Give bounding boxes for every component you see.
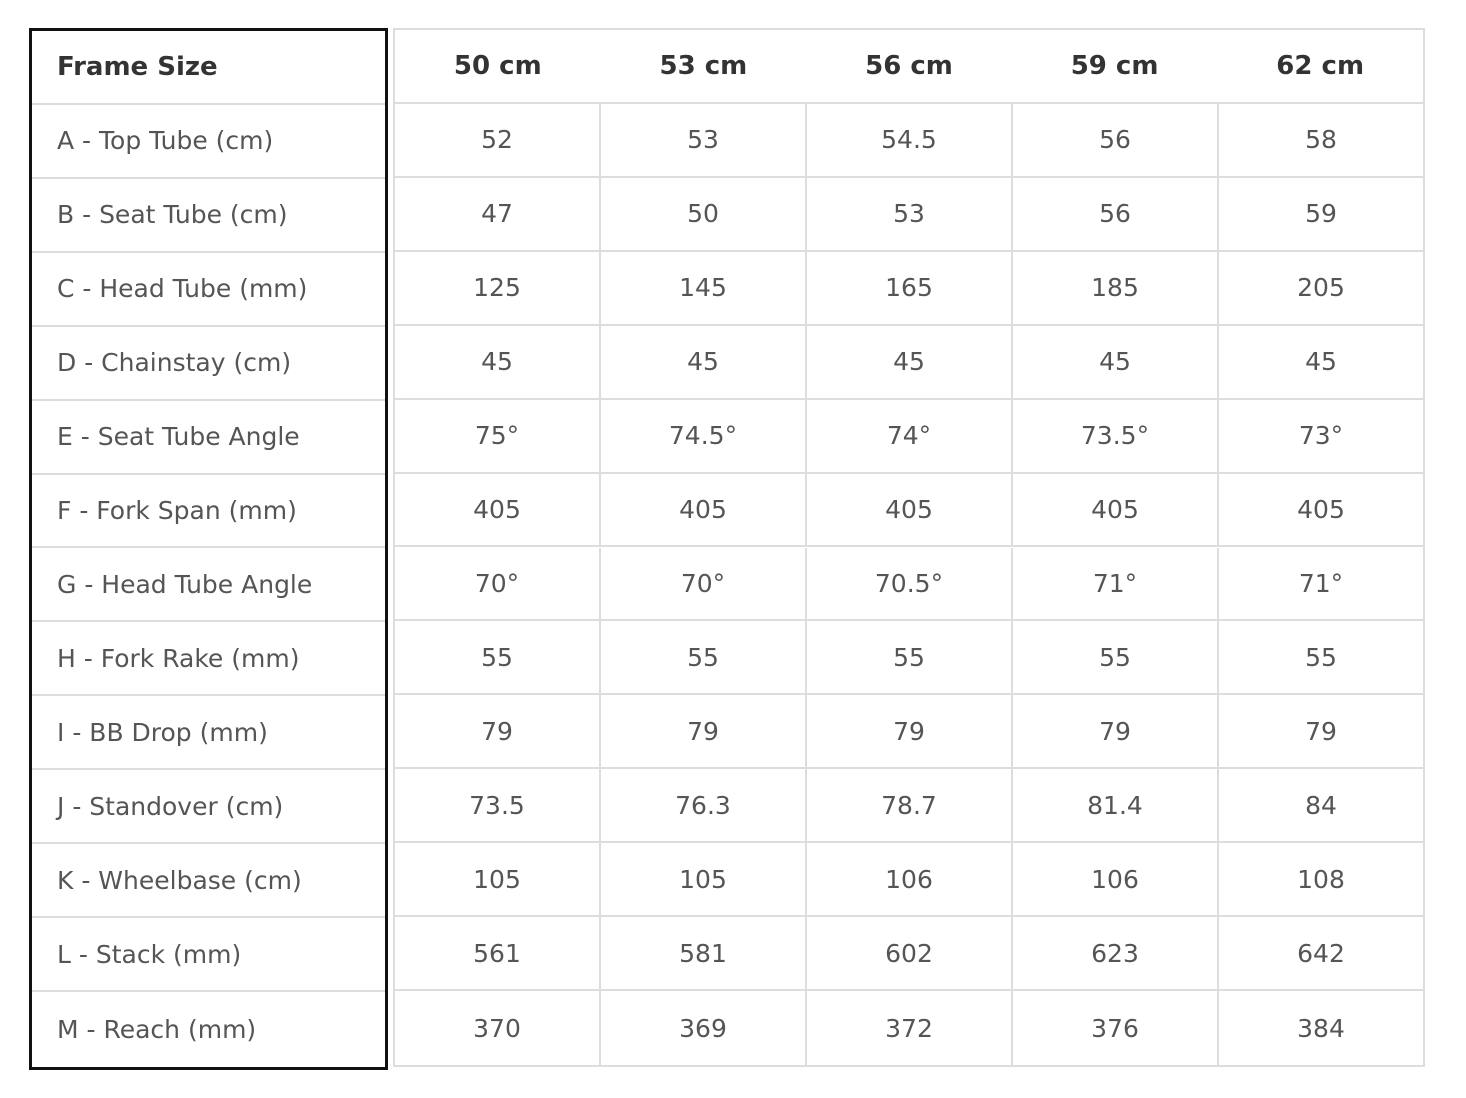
value-cell: 384: [1297, 1013, 1345, 1043]
value-cell: 79: [1013, 695, 1219, 767]
value-cell: 81.4: [1013, 769, 1219, 841]
value-cell: 370: [395, 991, 601, 1065]
value-cell: 78.7: [807, 769, 1013, 841]
frame-size-header: Frame Size: [32, 31, 385, 105]
value-cell: 73°: [1298, 421, 1344, 451]
value-cell: 581: [601, 917, 807, 989]
value-cell: 205: [1297, 273, 1345, 303]
row-label-fork-rake: H - Fork Rake (mm): [32, 622, 385, 696]
value-cell: 105: [601, 843, 807, 915]
table-row: [395, 548, 1423, 622]
value-cell: 105: [395, 843, 601, 915]
geometry-data-grid: [393, 28, 1425, 1067]
value-cell: 55: [1013, 621, 1219, 693]
value-cell: 79: [807, 695, 1013, 767]
value-cell: 45: [1013, 326, 1219, 398]
frame-size-label-column: [29, 28, 388, 1070]
value-cell: 71°: [1298, 568, 1344, 598]
value-cell: 376: [1013, 991, 1219, 1065]
value-cell: 58: [1305, 125, 1337, 155]
value-cell: 405: [1013, 474, 1219, 546]
value-cell: 53: [601, 104, 807, 176]
row-label-reach: M - Reach (mm): [57, 1014, 257, 1044]
table-row: [395, 104, 1423, 178]
value-cell: 47: [395, 178, 601, 250]
value-cell: 79: [395, 695, 601, 767]
value-cell: 108: [1297, 864, 1345, 894]
size-header-cell: 59 cm: [1070, 50, 1159, 81]
value-cell: 75°: [395, 400, 601, 472]
value-cell: 79: [1305, 716, 1337, 746]
value-cell: 369: [601, 991, 807, 1065]
size-header-cell: 53 cm: [659, 50, 748, 81]
value-cell: 55: [807, 621, 1013, 693]
size-header-cell: 50 cm: [453, 50, 542, 81]
table-row: [395, 843, 1423, 917]
value-cell: 79: [601, 695, 807, 767]
value-cell: 50: [601, 178, 807, 250]
table-row: [395, 769, 1423, 843]
value-cell: 602: [807, 917, 1013, 989]
value-cell: 642: [1297, 938, 1345, 968]
row-label-head-tube: C - Head Tube (mm): [32, 253, 385, 327]
value-cell: 185: [1013, 252, 1219, 324]
table-row: [395, 474, 1423, 548]
table-row: [395, 917, 1423, 991]
value-cell: 106: [807, 843, 1013, 915]
value-cell: 125: [395, 252, 601, 324]
value-cell: 52: [395, 104, 601, 176]
row-label-wheelbase: K - Wheelbase (cm): [32, 844, 385, 918]
value-cell: 405: [395, 474, 601, 546]
row-label-stack: L - Stack (mm): [32, 918, 385, 992]
value-cell: 405: [601, 474, 807, 546]
value-cell: 372: [807, 991, 1013, 1065]
size-header-cell: 62 cm: [1276, 50, 1365, 81]
size-header-cell: 56 cm: [865, 50, 953, 81]
value-cell: 45: [601, 326, 807, 398]
value-cell: 76.3: [601, 769, 807, 841]
value-cell: 55: [395, 621, 601, 693]
size-header-row: [395, 30, 1423, 104]
row-label-chainstay: D - Chainstay (cm): [32, 327, 385, 401]
table-row: [395, 326, 1423, 400]
value-cell: 45: [807, 326, 1013, 398]
value-cell: 165: [807, 252, 1013, 324]
row-label-bb-drop: I - BB Drop (mm): [32, 696, 385, 770]
value-cell: 53: [807, 178, 1013, 250]
value-cell: 623: [1013, 917, 1219, 989]
value-cell: 55: [601, 621, 807, 693]
value-cell: 45: [395, 326, 601, 398]
value-cell: 56: [1013, 178, 1219, 250]
value-cell: 73.5°: [1013, 400, 1219, 472]
table-row: [395, 695, 1423, 769]
value-cell: 45: [1305, 347, 1337, 377]
table-row: [395, 252, 1423, 326]
value-cell: 405: [1297, 495, 1345, 525]
value-cell: 59: [1305, 199, 1337, 229]
table-row: [395, 991, 1423, 1065]
row-label-head-tube-angle: G - Head Tube Angle: [32, 549, 385, 623]
value-cell: 70°: [601, 548, 807, 620]
value-cell: 70.5°: [807, 548, 1013, 620]
row-label-seat-tube: B - Seat Tube (cm): [32, 179, 385, 253]
table-row: [395, 621, 1423, 695]
value-cell: 74°: [807, 400, 1013, 472]
row-label-standover: J - Standover (cm): [32, 770, 385, 844]
row-label-seat-tube-angle: E - Seat Tube Angle: [32, 401, 385, 475]
table-row: [395, 400, 1423, 474]
row-label-top-tube: A - Top Tube (cm): [32, 105, 385, 179]
value-cell: 561: [395, 917, 601, 989]
table-row: [395, 178, 1423, 252]
value-cell: 405: [807, 474, 1013, 546]
value-cell: 73.5: [395, 769, 601, 841]
value-cell: 71°: [1013, 548, 1219, 620]
value-cell: 55: [1305, 642, 1337, 672]
value-cell: 84: [1305, 790, 1337, 820]
value-cell: 54.5: [807, 104, 1013, 176]
value-cell: 70°: [395, 548, 601, 620]
value-cell: 145: [601, 252, 807, 324]
value-cell: 56: [1013, 104, 1219, 176]
value-cell: 74.5°: [601, 400, 807, 472]
value-cell: 106: [1013, 843, 1219, 915]
row-label-fork-span: F - Fork Span (mm): [32, 475, 385, 549]
